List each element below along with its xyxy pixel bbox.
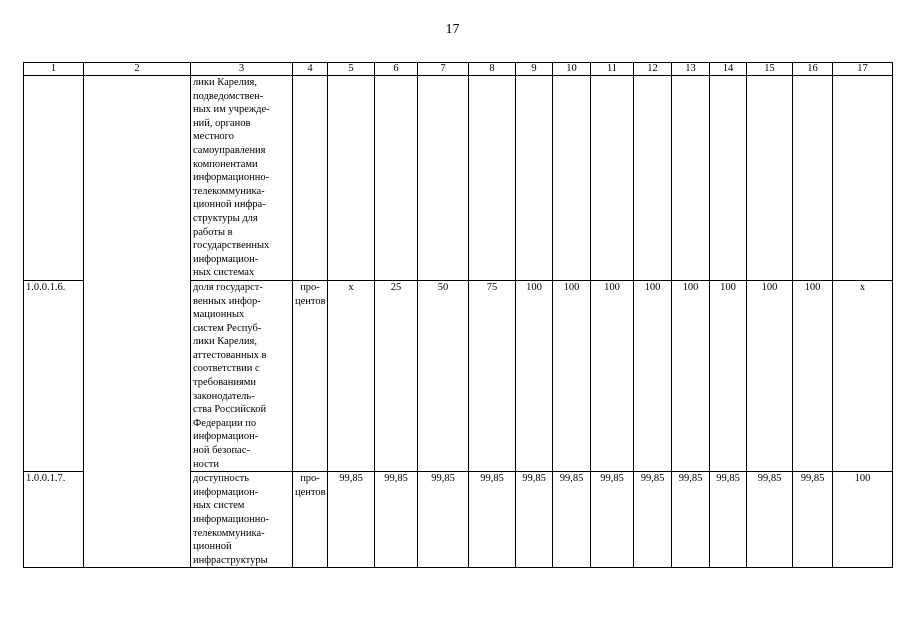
indicator-name-line: ства Российской [193,404,267,416]
indicator-name-line: ных им учрежде- [193,104,270,116]
indicator-name-line: аттестованных в [193,349,267,361]
indicator-name-line: доступность [193,473,250,485]
header-cell: 4 [293,63,328,76]
value-cell: 100 [634,280,672,471]
table-row [24,76,893,281]
value-cell: 25 [375,280,418,471]
value-cell: 99,85 [516,472,553,568]
indicator-name-line: ний, органов [193,117,251,129]
value-cell: 99,85 [553,472,591,568]
header-cell: 10 [553,63,591,76]
indicator-name-line: требованиями [193,377,257,389]
value-cell: 100 [516,280,553,471]
header-cell: 11 [591,63,634,76]
header-cell: 5 [328,63,375,76]
value-cell: 100 [793,280,833,471]
value-cell [516,76,553,281]
header-cell: 14 [710,63,747,76]
unit-cell [293,76,328,281]
indicator-name-line: ной безопас- [193,445,250,457]
value-cell [469,76,516,281]
value-cell: 99,85 [793,472,833,568]
value-cell: 100 [747,280,793,471]
indicator-name-line: ционной [193,541,232,553]
value-cell: 100 [591,280,634,471]
row-code: 1.0.0.1.7. [24,472,84,568]
value-cell: 99,85 [591,472,634,568]
value-cell: 99,85 [747,472,793,568]
indicator-name-line: телекоммуника- [193,527,265,539]
value-cell: 99,85 [672,472,710,568]
indicator-name-line: компонентами [193,158,258,170]
indicator-name-line: систем Респуб- [193,322,262,334]
header-cell: 7 [418,63,469,76]
value-cell: х [328,280,375,471]
unit-line: про- [300,473,320,485]
value-cell [418,76,469,281]
indicator-name-line: информацион- [193,431,259,443]
value-cell: х [833,280,893,471]
indicator-name-line: инфраструктуры [193,554,268,566]
header-cell: 6 [375,63,418,76]
value-cell [328,76,375,281]
value-cell: 100 [672,280,710,471]
header-row [24,63,893,76]
value-cell: 99,85 [634,472,672,568]
unit-line: про- [300,281,320,293]
value-cell [672,76,710,281]
value-cell: 99,85 [328,472,375,568]
indicator-name [191,280,293,471]
header-cell: 16 [793,63,833,76]
value-cell [553,76,591,281]
indicator-name-line: соответствии с [193,363,260,375]
indicator-name-line: информацион- [193,253,259,265]
indicator-name-line: телекоммуника- [193,185,265,197]
data-table [23,62,893,568]
value-cell [634,76,672,281]
row-code [24,76,84,281]
value-cell [793,76,833,281]
value-cell: 100 [833,472,893,568]
indicator-name-line: государственных [193,240,270,252]
header-cell: 9 [516,63,553,76]
indicator-name-line: ных системах [193,267,255,279]
indicator-name-line: местного [193,131,234,143]
value-cell: 100 [710,280,747,471]
header-cell: 12 [634,63,672,76]
column-2-cell [84,76,191,568]
indicator-name-line: законодатель- [193,390,255,402]
header-cell: 3 [191,63,293,76]
indicator-name-line: ционной инфра- [193,199,266,211]
value-cell: 99,85 [710,472,747,568]
indicator-name-line: Федерации по [193,417,257,429]
indicator-name-line: мационных [193,309,245,321]
header-cell: 1 [24,63,84,76]
indicator-name-line: доля государст- [193,281,263,293]
indicator-name [191,76,293,281]
indicator-name-line: информацион- [193,486,259,498]
value-cell: 50 [418,280,469,471]
value-cell: 100 [553,280,591,471]
indicator-name-line: лики Карелия, [193,77,257,88]
indicator-name-line: работы в [193,226,233,238]
unit-cell [293,280,328,471]
page-number: 17 [445,22,460,37]
unit-line: центов [295,295,326,307]
indicator-name-line: венных инфор- [193,295,261,307]
indicator-name-line: информационно- [193,514,270,525]
value-cell: 99,85 [469,472,516,568]
value-cell [375,76,418,281]
value-cell [710,76,747,281]
indicator-name-line: ности [193,458,219,470]
indicator-name-line: подведомствен- [193,90,264,102]
indicator-name-line: ных систем [193,500,245,512]
header-cell: 15 [747,63,793,76]
indicator-name-line: самоуправления [193,144,266,156]
header-cell: 2 [84,63,191,76]
row-code: 1.0.0.1.6. [24,280,84,471]
unit-line: центов [295,486,326,498]
value-cell [591,76,634,281]
header-cell: 13 [672,63,710,76]
table-body [24,76,893,568]
unit-cell [293,472,328,568]
value-cell [833,76,893,281]
indicator-name-line: структуры для [193,212,258,224]
indicator-name [191,472,293,568]
indicator-name-line: информационно- [193,172,270,184]
header-cell: 17 [833,63,893,76]
value-cell: 99,85 [418,472,469,568]
value-cell: 99,85 [375,472,418,568]
header-cell: 8 [469,63,516,76]
value-cell: 75 [469,280,516,471]
indicator-name-line: лики Карелия, [193,336,257,348]
value-cell [747,76,793,281]
